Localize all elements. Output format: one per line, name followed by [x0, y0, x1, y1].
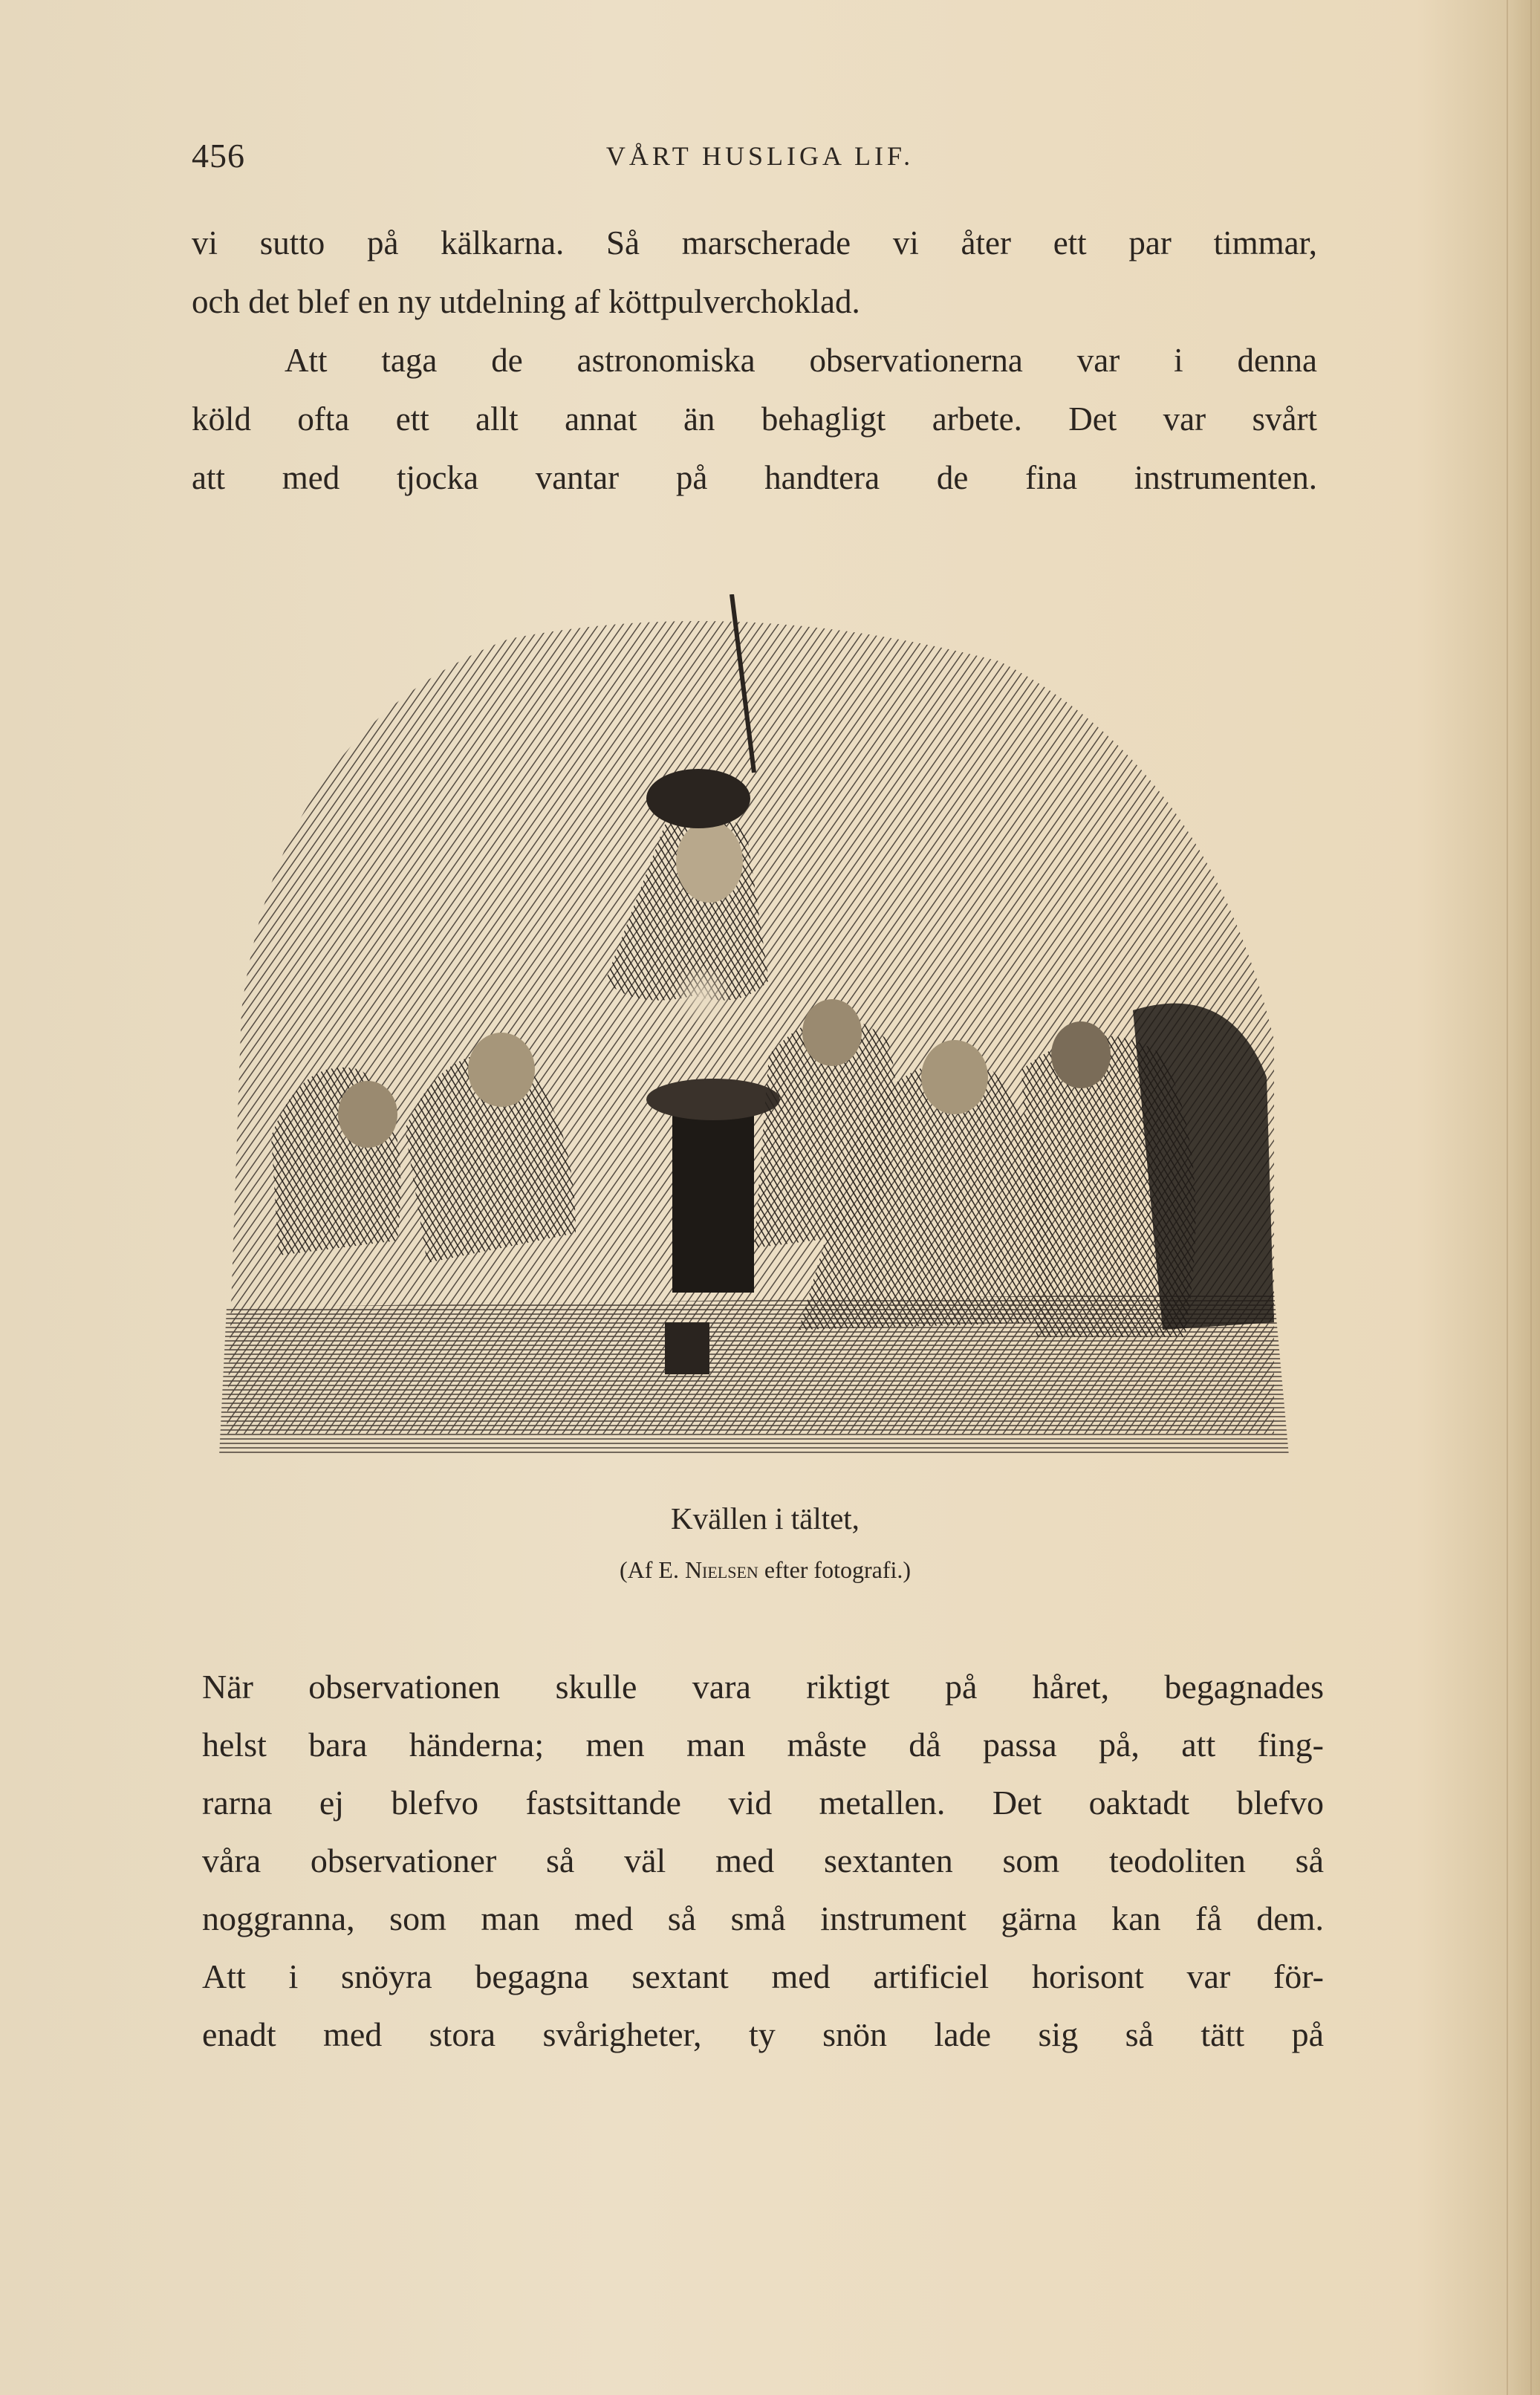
paragraph-1: [192, 214, 1317, 507]
text-line: att med tjocka vantar på handtera de fina instrumenten.: [192, 459, 1317, 496]
running-head: VÅRT HUSLIGA LIF.: [605, 141, 914, 171]
text-line: När observationen skulle vara riktigt på håret, begagnades: [202, 1668, 1324, 1706]
text-line: våra observationer så väl med sextanten som teodoliten så: [202, 1842, 1324, 1879]
credit-suffix: efter fotografi.): [764, 1556, 912, 1583]
credit-name: Nielsen: [684, 1556, 758, 1583]
text-line: noggranna, som man med så små instrument gärna kan få dem.: [202, 1900, 1324, 1937]
page-edge-outer: [1530, 0, 1532, 2395]
text-line: och det blef en ny utdelning af köttpulverchoklad.: [192, 283, 860, 320]
paragraph-2: [202, 1658, 1324, 2064]
text-line: vi sutto på kälkarna. Så marscherade vi åter ett par timmar,: [192, 224, 1317, 261]
page-header: [192, 136, 1328, 188]
text-line: rarna ej blefvo fastsittande vid metallen. Det oaktadt blefvo: [202, 1784, 1324, 1822]
text-line: Att i snöyra begagna sextant med artificiel horisont var för-: [202, 1957, 1324, 1995]
figure-credit: [520, 1556, 1010, 1584]
text-line: köld ofta ett allt annat än behagligt arbete. Det var svårt: [192, 400, 1317, 438]
figure-caption: Kvällen i tältet,: [671, 1501, 860, 1536]
text-line: enadt med stora svårigheter, ty snön lade sig så tätt på: [202, 2015, 1324, 2053]
tent-illustration: [219, 594, 1296, 1486]
text-line: helst bara händerna; men man måste då passa på, att fing-: [202, 1726, 1324, 1764]
credit-prefix: (Af E.: [619, 1556, 679, 1583]
page-number: 456: [192, 137, 245, 175]
text-line: Att taga de astronomiska observationerna var i denna: [285, 342, 1317, 379]
page-edge: [1507, 0, 1508, 2395]
